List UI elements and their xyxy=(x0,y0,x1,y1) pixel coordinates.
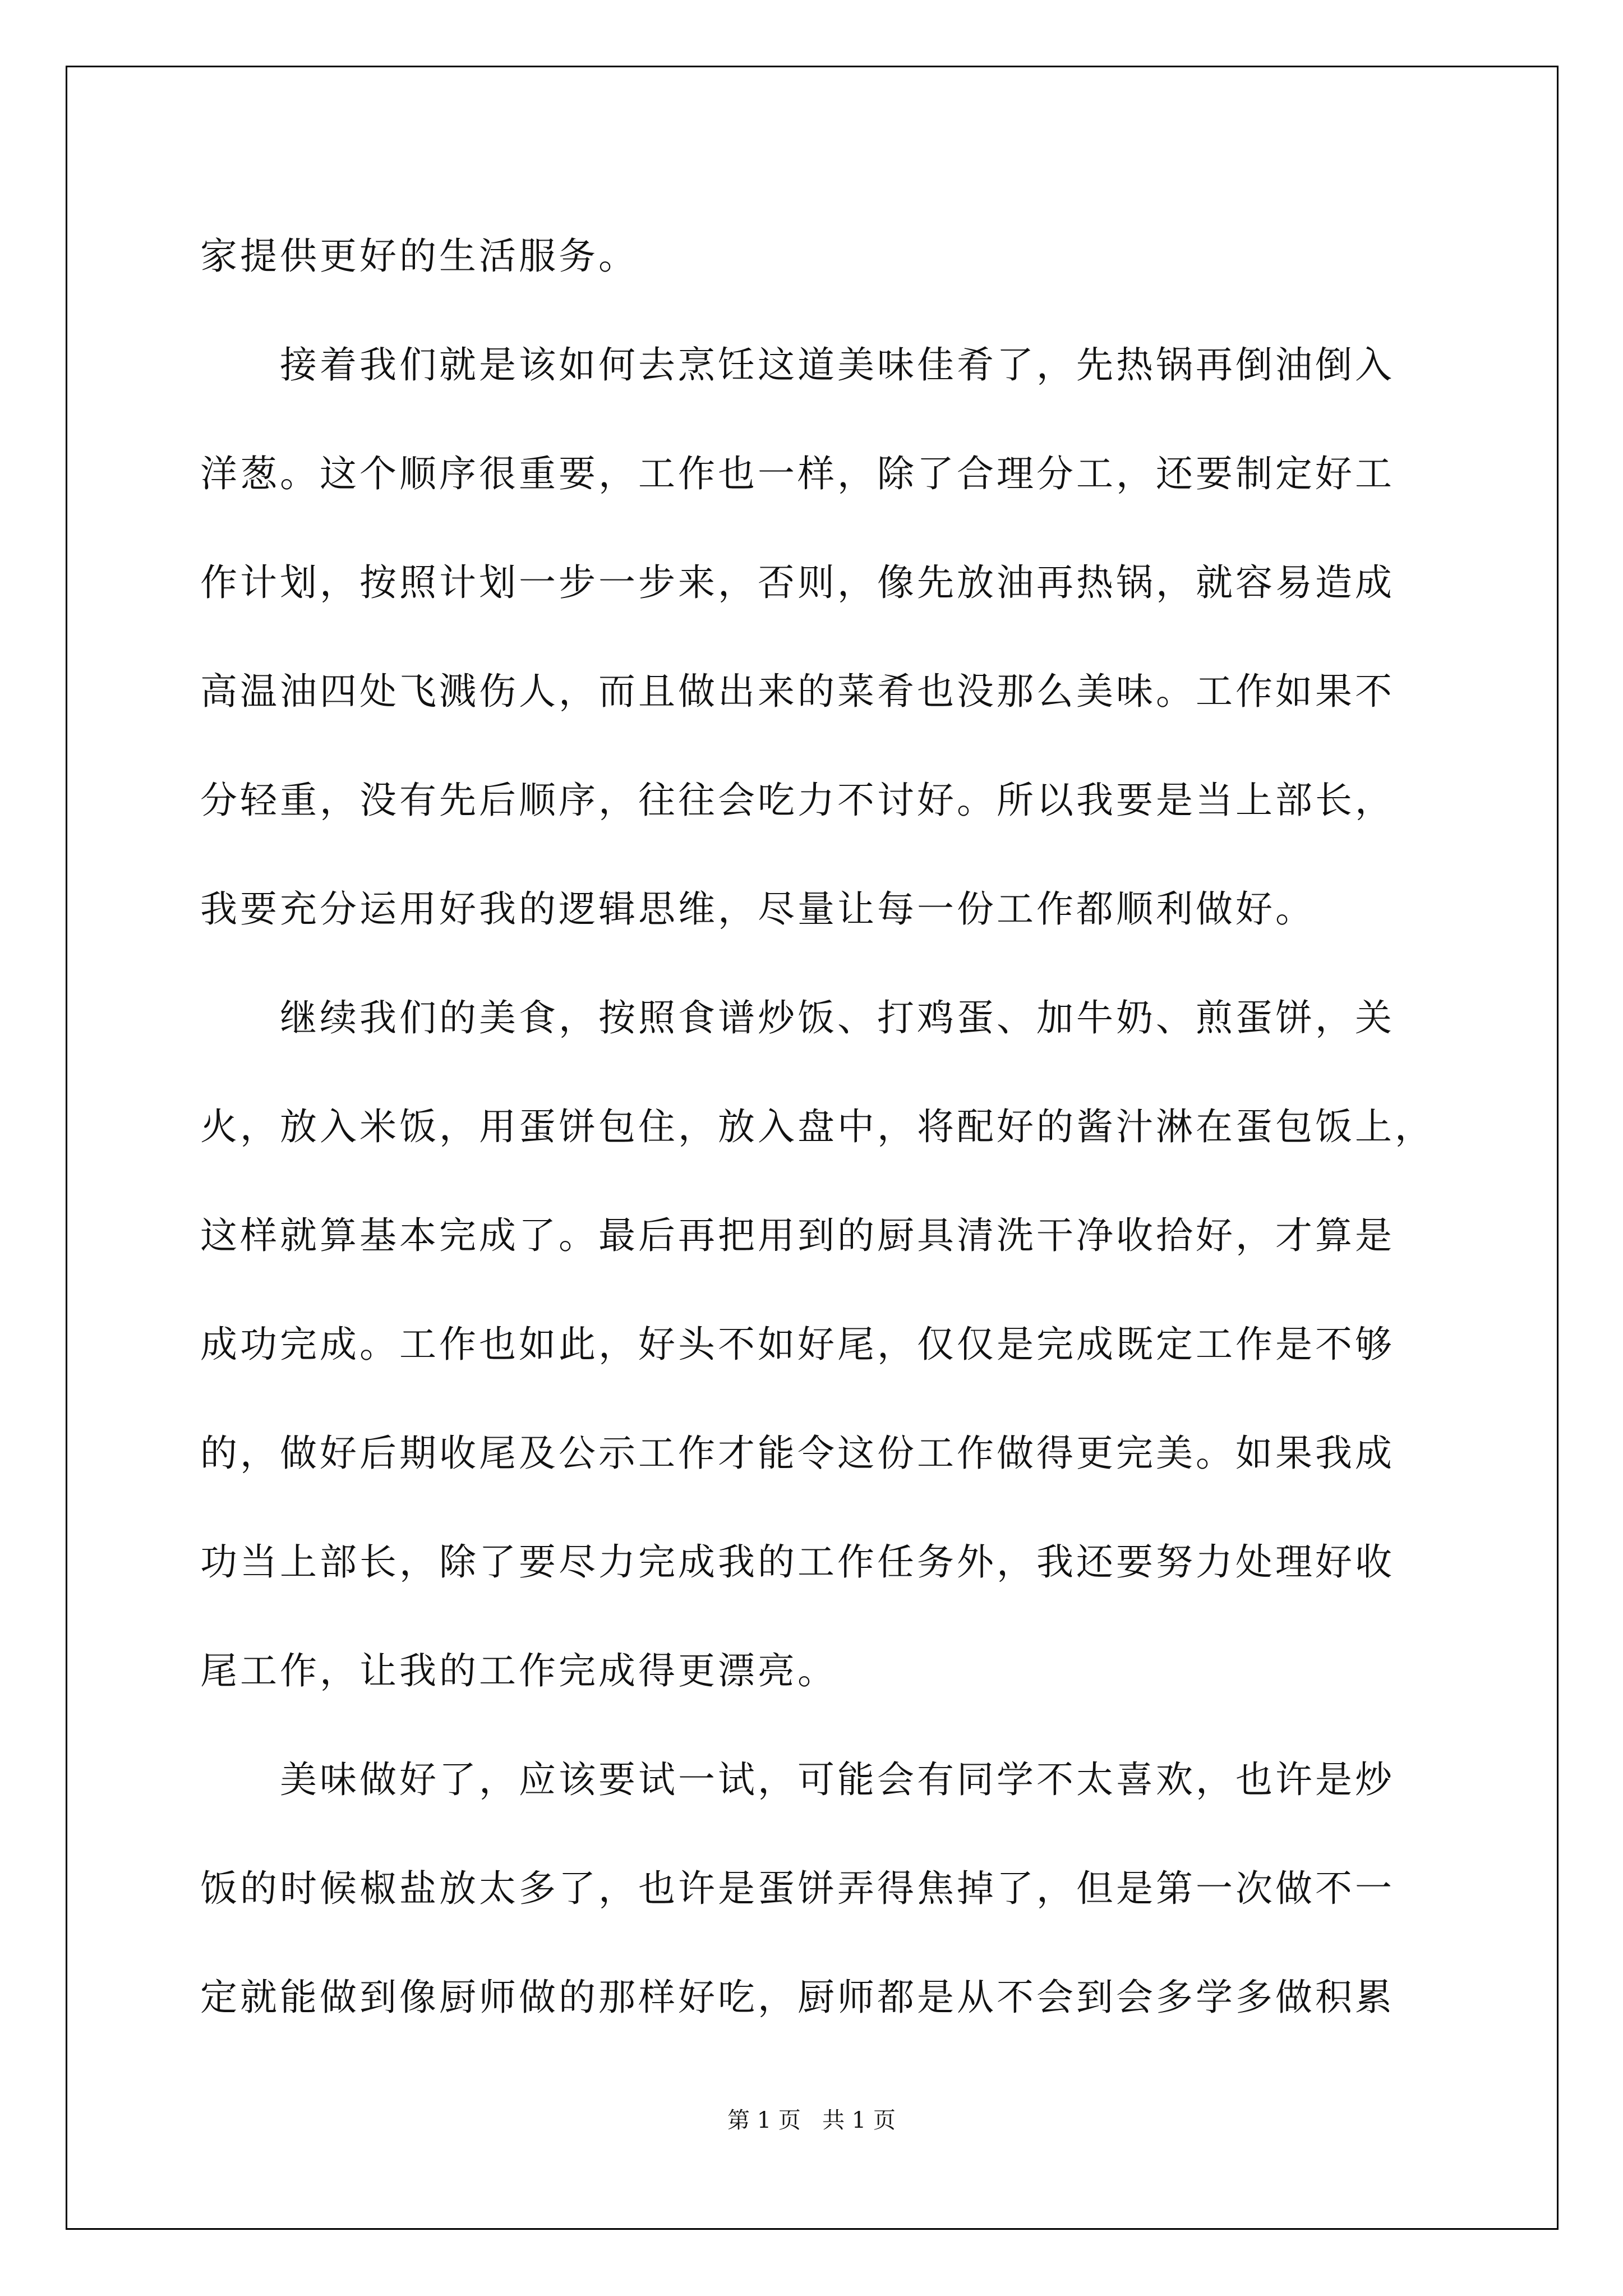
text-line: 定就能做到像厨师做的那样好吃，厨师都是从不会到会多学多做积累 xyxy=(200,1976,1395,2019)
text-line: 家提供更好的生活服务。 xyxy=(200,234,638,278)
document-body xyxy=(200,202,1434,2052)
text-line: 美味做好了，应该要试一试，可能会有同学不太喜欢，也许是炒 xyxy=(280,1758,1395,1801)
text-line: 高温油四处飞溅伤人，而且做出来的菜肴也没那么美味。工作如果不 xyxy=(200,670,1395,713)
text-line: 这样就算基本完成了。最后再把用到的厨具清洗干净收拾好，才算是 xyxy=(200,1214,1395,1257)
text-line: 继续我们的美食，按照食谱炒饭、打鸡蛋、加牛奶、煎蛋饼，关 xyxy=(280,996,1395,1039)
text-line: 饭的时候椒盐放太多了，也许是蛋饼弄得焦掉了，但是第一次做不一 xyxy=(200,1867,1395,1910)
text-line: 成功完成。工作也如此，好头不如好尾，仅仅是完成既定工作是不够 xyxy=(200,1323,1395,1366)
text-line: 火，放入米饭，用蛋饼包住，放入盘中，将配好的酱汁淋在蛋包饭上， xyxy=(200,1105,1435,1148)
text-line: 分轻重，没有先后顺序，往往会吃力不讨好。所以我要是当上部长， xyxy=(200,779,1395,822)
text-line: 接着我们就是该如何去烹饪这道美味佳肴了，先热锅再倒油倒入 xyxy=(280,343,1395,386)
text-line: 洋葱。这个顺序很重要，工作也一样，除了合理分工，还要制定好工 xyxy=(200,452,1395,495)
text-line: 功当上部长，除了要尽力完成我的工作任务外，我还要努力处理好收 xyxy=(200,1540,1395,1584)
text-line: 作计划，按照计划一步一步来，否则，像先放油再热锅，就容易造成 xyxy=(200,561,1395,604)
text-line: 的，做好后期收尾及公示工作才能令这份工作做得更完美。如果我成 xyxy=(200,1432,1395,1475)
page-footer: 第 1 页 共 1 页 xyxy=(727,2108,896,2133)
text-line: 尾工作，让我的工作完成得更漂亮。 xyxy=(200,1649,837,1692)
text-line: 我要充分运用好我的逻辑思维，尽量让每一份工作都顺利做好。 xyxy=(200,887,1315,931)
